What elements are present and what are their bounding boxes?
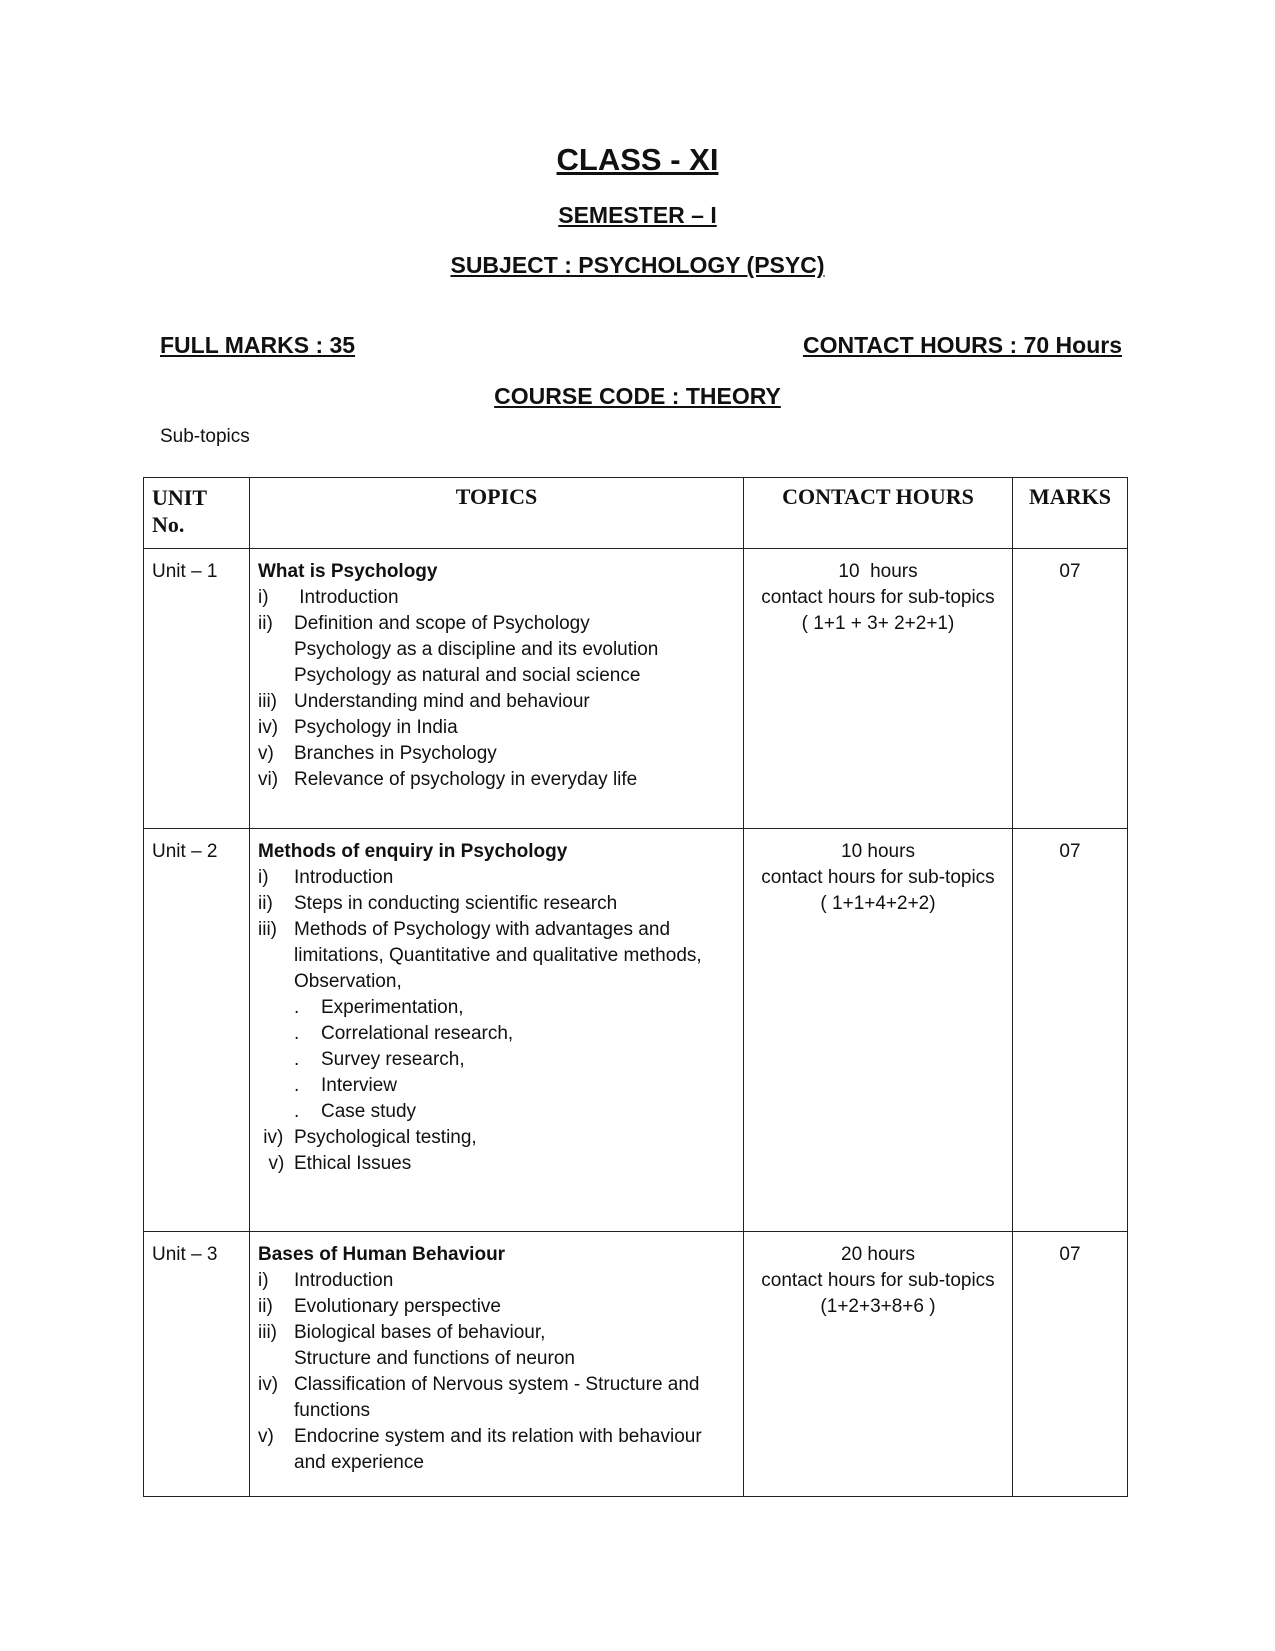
unit-title: Methods of enquiry in Psychology	[258, 841, 568, 862]
list-item	[258, 1151, 735, 1177]
unit-cell: Unit – 1	[144, 549, 250, 829]
marks-cell: 07	[1013, 549, 1128, 829]
hours-breakdown: ( 1+1+4+2+2)	[820, 893, 936, 914]
item-number: v)	[258, 1426, 274, 1447]
list-item	[258, 1099, 735, 1125]
item-number: iv)	[258, 717, 279, 738]
item-number: i)	[258, 1270, 269, 1291]
hours-note: contact hours for sub-topics	[761, 587, 995, 608]
hours-note: contact hours for sub-topics	[761, 867, 995, 888]
syllabus-table	[143, 477, 1128, 1497]
item-number	[258, 663, 294, 689]
list-item	[258, 1372, 735, 1398]
list-item	[258, 637, 735, 663]
hours-breakdown: (1+2+3+8+6 )	[820, 1296, 936, 1317]
item-text: Branches in Psychology	[294, 743, 497, 764]
hours-cell	[744, 549, 1013, 829]
item-text: Methods of Psychology with advantages and	[294, 919, 671, 940]
list-item	[258, 1346, 735, 1372]
list-item	[258, 891, 735, 917]
item-text: and experience	[294, 1452, 424, 1473]
table-row	[144, 549, 1128, 829]
list-item	[258, 1021, 735, 1047]
hours-breakdown: ( 1+1 + 3+ 2+2+1)	[801, 613, 955, 634]
item-text: Structure and functions of neuron	[294, 1348, 575, 1369]
item-number: iii)	[258, 691, 277, 712]
item-text: Psychology in India	[294, 717, 458, 738]
item-text: Experimentation,	[321, 997, 464, 1018]
unit-title: Bases of Human Behaviour	[258, 1244, 506, 1265]
unit-header: UNIT No.	[144, 478, 250, 549]
bullet-marker: .	[294, 1023, 300, 1044]
marks-header: MARKS	[1013, 478, 1128, 549]
list-item	[258, 865, 735, 891]
list-item	[258, 663, 735, 689]
item-number	[258, 969, 294, 995]
list-item	[258, 585, 735, 611]
subtopics-label: Sub-topics	[160, 426, 250, 447]
bullet-marker: .	[294, 997, 300, 1018]
item-number: ii)	[258, 1296, 273, 1317]
list-item	[258, 1294, 735, 1320]
course-code: COURSE CODE : THEORY	[494, 383, 781, 409]
item-number: vi)	[258, 769, 279, 790]
list-item	[258, 611, 735, 637]
item-number: iv)	[258, 1374, 279, 1395]
item-text: Case study	[321, 1101, 417, 1122]
item-text: Correlational research,	[321, 1023, 514, 1044]
item-number: iv)	[258, 1127, 284, 1148]
item-number: i)	[258, 587, 269, 608]
item-number	[258, 1398, 294, 1424]
list-item	[258, 741, 735, 767]
list-item	[258, 1125, 735, 1151]
hours-cell	[744, 829, 1013, 1232]
item-text: functions	[294, 1400, 371, 1421]
table-row	[144, 829, 1128, 1232]
item-text: Steps in conducting scientific research	[294, 893, 618, 914]
list-item	[258, 1073, 735, 1099]
item-text: limitations, Quantitative and qualitative methods,	[294, 945, 702, 966]
unit-title: What is Psychology	[258, 561, 438, 582]
list-item	[258, 715, 735, 741]
item-text: Definition and scope of Psychology	[294, 613, 590, 634]
unit-cell: Unit – 2	[144, 829, 250, 1232]
item-text: Introduction	[294, 867, 394, 888]
unit-cell: Unit – 3	[144, 1232, 250, 1497]
item-text: Introduction	[294, 587, 399, 608]
item-number: v)	[258, 1153, 285, 1174]
list-item	[258, 767, 735, 793]
marks-cell: 07	[1013, 1232, 1128, 1497]
item-text: Introduction	[294, 1270, 394, 1291]
item-number: iii)	[258, 1322, 277, 1343]
topics-cell	[250, 829, 744, 1232]
item-number: iii)	[258, 919, 277, 940]
item-number: ii)	[258, 893, 273, 914]
list-item	[258, 943, 735, 969]
table-header-row	[144, 478, 1128, 549]
item-text: Interview	[321, 1075, 398, 1096]
list-item	[258, 689, 735, 715]
list-item	[258, 1398, 735, 1424]
item-text: Psychology as a discipline and its evolution	[294, 639, 659, 660]
item-number: v)	[258, 743, 274, 764]
table-row	[144, 1232, 1128, 1497]
topics-cell	[250, 549, 744, 829]
full-marks: FULL MARKS : 35	[160, 332, 356, 358]
topics-header: TOPICS	[250, 478, 744, 549]
topics-cell	[250, 1232, 744, 1497]
list-item	[258, 1450, 735, 1476]
bullet-marker: .	[294, 1101, 300, 1122]
item-number	[258, 1346, 294, 1372]
list-item	[258, 1047, 735, 1073]
hours-note: contact hours for sub-topics	[761, 1270, 995, 1291]
item-text: Survey research,	[321, 1049, 465, 1070]
class-title: CLASS - XI	[556, 142, 719, 177]
item-text: Ethical Issues	[294, 1153, 412, 1174]
marks-cell: 07	[1013, 829, 1128, 1232]
item-text: Classification of Nervous system - Structure and	[294, 1374, 700, 1395]
item-text: Biological bases of behaviour,	[294, 1322, 546, 1343]
item-text: Understanding mind and behaviour	[294, 691, 590, 712]
hours: 10 hours	[841, 841, 915, 862]
item-text: Psychology as natural and social science	[294, 665, 641, 686]
list-item	[258, 1424, 735, 1450]
item-text: Endocrine system and its relation with behaviour	[294, 1426, 702, 1447]
item-number	[258, 1450, 294, 1476]
list-item	[258, 1268, 735, 1294]
hours: 10 hours	[838, 561, 918, 582]
hours: 20 hours	[841, 1244, 915, 1265]
item-text: Observation,	[294, 971, 402, 992]
item-number: i)	[258, 867, 269, 888]
contact-hours-total: CONTACT HOURS : 70 Hours	[802, 332, 1122, 358]
item-number	[258, 637, 294, 663]
item-text: Relevance of psychology in everyday life	[294, 769, 638, 790]
bullet-marker: .	[294, 1049, 300, 1070]
bullet-marker: .	[294, 1075, 300, 1096]
list-item	[258, 995, 735, 1021]
list-item	[258, 917, 735, 943]
subject-title: SUBJECT : PSYCHOLOGY (PSYC)	[450, 252, 825, 278]
item-text: Psychological testing,	[294, 1127, 477, 1148]
item-text: Evolutionary perspective	[294, 1296, 501, 1317]
semester-title: SEMESTER – I	[558, 202, 717, 228]
item-number	[258, 943, 294, 969]
list-item	[258, 969, 735, 995]
list-item	[258, 1320, 735, 1346]
hours-cell	[744, 1232, 1013, 1497]
item-number: ii)	[258, 613, 273, 634]
contact-hours-header: CONTACT HOURS	[744, 478, 1013, 549]
